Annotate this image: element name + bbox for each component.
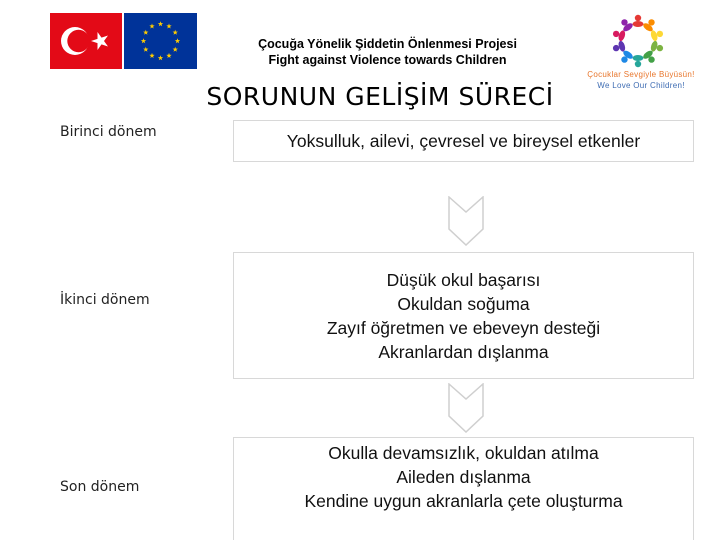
children-circle-logo-icon	[608, 13, 668, 69]
turkey-flag-icon	[50, 13, 122, 69]
logo-child-head	[613, 45, 619, 51]
project-title-en: Fight against Violence towards Children	[268, 53, 507, 67]
stage-box-3-line-2: Aileden dışlanma	[396, 467, 531, 487]
stage-label-2: İkinci dönem	[60, 292, 150, 308]
logo-child-head	[613, 31, 619, 37]
logo-child-head	[635, 61, 641, 67]
stage-box-2-line-3: Zayıf öğretmen ve ebeveyn desteği	[326, 317, 601, 338]
slogan-tr: Çocuklar Sevgiyle Büyüsün!	[587, 70, 695, 79]
logo-child-body	[633, 21, 644, 27]
logo-child-body	[633, 55, 644, 61]
slogan	[566, 69, 716, 91]
stage-label-1: Birinci dönem	[60, 124, 157, 140]
stage-box-1	[233, 120, 694, 162]
stage-box-1-line-1: Yoksulluk, ailevi, çevresel ve bireysel etkenler	[286, 131, 641, 151]
stage-label-3: Son dönem	[60, 479, 140, 495]
eu-flag-icon	[124, 13, 197, 69]
down-arrow-icon	[448, 383, 484, 433]
stage-box-2	[233, 252, 694, 379]
stage-box-2-line-2: Okuldan soğuma	[397, 293, 530, 314]
slogan-en: We Love Our Children!	[597, 81, 685, 90]
project-title-tr: Çocuğa Yönelik Şiddetin Önlenmesi Projesi	[258, 37, 517, 51]
stage-box-3-line-1: Okulla devamsızlık, okuldan atılma	[328, 443, 599, 463]
page-title: SORUNUN GELİŞİM SÜRECİ	[206, 82, 554, 111]
project-title	[200, 36, 575, 68]
logo-child-head	[657, 31, 663, 37]
stage-box-3-line-3: Kendine uygun akranlarla çete oluşturma	[304, 491, 623, 511]
logo-child-head	[635, 15, 641, 21]
logo-child-head	[657, 45, 663, 51]
down-arrow-icon	[448, 196, 484, 246]
stage-box-3	[233, 437, 694, 540]
stage-box-2-line-4: Akranlardan dışlanma	[378, 341, 549, 362]
stage-box-2-line-1: Düşük okul başarısı	[386, 269, 541, 290]
